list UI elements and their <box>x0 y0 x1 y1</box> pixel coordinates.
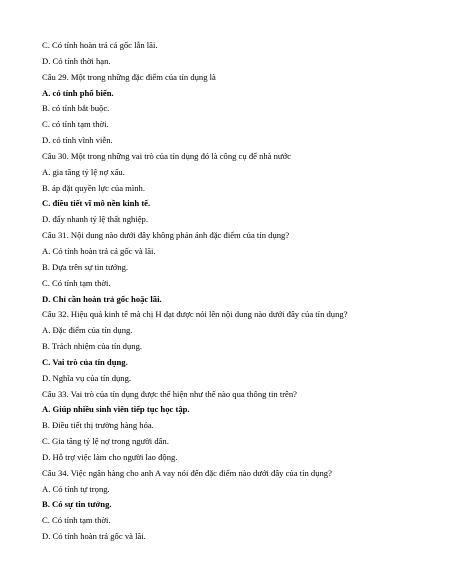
answer-option: B. áp đặt quyền lực của mình. <box>42 182 145 193</box>
answer-option: B. Dựa trên sự tin tưởng. <box>42 261 129 272</box>
answer-option: C. Có tính tạm thời. <box>42 515 111 526</box>
answer-option: A. Có tính hoàn trả cả gốc và lãi. <box>42 245 156 256</box>
answer-option: A. Có tính tự trọng. <box>42 483 110 494</box>
question-line: Câu 34. Việc ngân hàng cho anh A vay nói đến đặc điểm nào dưới đây của tín dụng? <box>42 467 332 478</box>
answer-option-correct: D. Chỉ cần hoàn trả gốc hoặc lãi. <box>42 293 162 304</box>
answer-option: B. Trách nhiệm của tín dụng. <box>42 341 143 352</box>
answer-option: D. đẩy nhanh tỷ lệ thất nghiệp. <box>42 214 148 225</box>
answer-option: D. Có tính thời hạn. <box>42 55 111 66</box>
question-line: Câu 30. Một trong những vai trò của tín dụng đó là công cụ để nhà nước <box>42 150 291 161</box>
answer-option-correct: A. Giúp nhiều sinh viên tiếp tục học tập. <box>42 404 190 415</box>
answer-option: D. Nghĩa vụ của tín dụng. <box>42 372 132 383</box>
answer-option: C. Có tính tạm thời. <box>42 277 111 288</box>
answer-option-correct: A. có tính phổ biến. <box>42 87 114 98</box>
question-line: Câu 33. Vai trò của tín dụng được thể hiện như thế nào qua thông tin trên? <box>42 388 297 399</box>
answer-option-correct: B. Có sự tin tưởng. <box>42 499 112 510</box>
document-page <box>42 38 422 545</box>
answer-option: A. gia tăng tỷ lệ nợ xấu. <box>42 166 125 177</box>
answer-option: D. Có tính hoàn trả gốc và lãi. <box>42 531 146 542</box>
answer-option: D. có tính vĩnh viễn. <box>42 135 113 146</box>
question-line: Câu 32. Hiệu quả kinh tế mà chị H đạt được nói lên nội dung nào dưới đây của tín dụng? <box>42 309 348 320</box>
answer-option-correct: C. Vai trò của tín dụng. <box>42 356 128 367</box>
question-line: Câu 29. Một trong những đặc điểm của tín dụng là <box>42 71 216 82</box>
answer-option: B. Điều tiết thị trường hàng hóa. <box>42 420 154 431</box>
answer-option: C. Có tính hoàn trả cả gốc lẫn lãi. <box>42 40 158 50</box>
answer-option: C. Gia tăng tỷ lệ nợ trong người dân. <box>42 436 169 447</box>
answer-option: D. Hỗ trợ việc làm cho người lao động. <box>42 451 178 462</box>
answer-option-correct: C. điều tiết vĩ mô nền kinh tế. <box>42 198 151 209</box>
answer-option: B. có tính bắt buộc. <box>42 103 110 114</box>
answer-option: A. Đặc điểm của tín dụng. <box>42 325 133 336</box>
question-line: Câu 31. Nội dung nào dưới đây không phản ánh đặc điểm của tín dụng? <box>42 230 290 241</box>
answer-option: C. có tính tạm thời. <box>42 119 109 130</box>
